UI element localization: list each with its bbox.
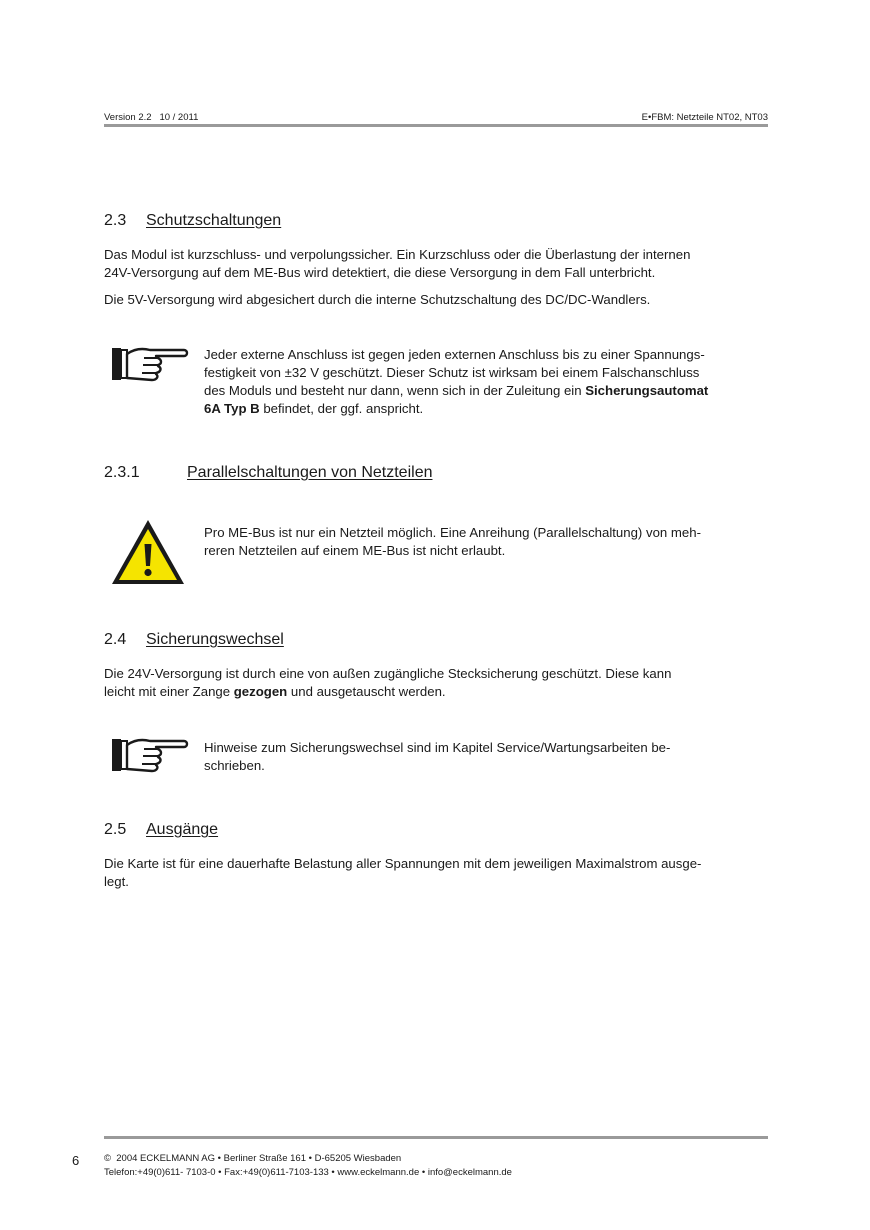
footer-rule <box>104 1136 768 1139</box>
text-line: 24V-Versorgung auf dem ME-Bus wird detektiert, die diese Versorgung in dem Fall unterbricht. <box>104 265 656 280</box>
section-title: Schutzschaltungen <box>146 212 282 229</box>
section-title: Sicherungswechsel <box>146 631 284 648</box>
text-line: Jeder externe Anschluss ist gegen jeden externen Anschluss bis zu einer Spannungs- <box>204 347 705 362</box>
note-block <box>204 346 768 418</box>
bold-text: 6A Typ B <box>204 401 260 416</box>
section-heading-2-3-1 <box>104 464 432 482</box>
text-line: Hinweise zum Sicherungswechsel sind im Kapitel Service/Wartungsarbeiten be- <box>204 740 671 755</box>
text-line: legt. <box>104 874 129 889</box>
pointing-hand-icon <box>110 344 190 384</box>
text-line <box>104 683 768 701</box>
text-line <box>204 400 768 418</box>
footer-contact: Telefon:+49(0)611- 7103-0 • Fax:+49(0)611-7103-133 • www.eckelmann.de • info@eckelmann.de <box>104 1167 512 1178</box>
text-run: befindet, der ggf. anspricht. <box>259 401 424 416</box>
page-footer <box>104 1152 512 1180</box>
section-heading-2-5 <box>104 821 218 839</box>
text-line: Die Karte ist für eine dauerhafte Belastung aller Spannungen mit dem jeweiligen Maximalstrom ausge- <box>104 856 702 871</box>
bold-text: Sicherungsautomat <box>585 383 709 398</box>
text-line <box>204 382 768 400</box>
section-title: Parallelschaltungen von Netzteilen <box>187 464 433 481</box>
header-rule <box>104 124 768 127</box>
paragraph <box>104 246 768 282</box>
text-line: Das Modul ist kurzschluss- und verpolungssicher. Ein Kurzschluss oder die Überlastung der internen <box>104 247 691 262</box>
bold-text: gezogen <box>233 684 288 699</box>
header-product: E•FBM: Netzteile NT02, NT03 <box>641 112 768 123</box>
paragraph <box>104 855 768 891</box>
paragraph <box>104 665 768 701</box>
pointing-hand-icon <box>110 735 190 775</box>
text-line: Pro ME-Bus ist nur ein Netzteil möglich. Eine Anreihung (Parallelschaltung) von meh- <box>204 525 701 540</box>
warning-block <box>204 524 768 560</box>
section-heading-2-4 <box>104 631 284 649</box>
footer-address: © 2004 ECKELMANN AG • Berliner Straße 161 • D-65205 Wiesbaden <box>104 1153 402 1164</box>
text-line: reren Netzteilen auf einem ME-Bus ist nicht erlaubt. <box>204 543 506 558</box>
text-run: und ausgetauscht werden. <box>287 684 446 699</box>
paragraph <box>104 291 768 309</box>
text-line: Die 24V-Versorgung ist durch eine von außen zugängliche Stecksicherung geschützt. Diese kann <box>104 666 672 681</box>
header-version: Version 2.2 10 / 2011 <box>104 112 199 123</box>
text-line: Die 5V-Versorgung wird abgesichert durch die interne Schutzschaltung des DC/DC-Wandlers. <box>104 292 651 307</box>
page-number: 6 <box>72 1153 80 1168</box>
text-run: leicht mit einer Zange <box>104 684 234 699</box>
section-heading-2-3 <box>104 212 281 230</box>
section-number: 2.3.1 <box>104 464 140 481</box>
warning-triangle-icon <box>110 518 186 586</box>
section-number: 2.4 <box>104 631 127 648</box>
section-number: 2.5 <box>104 821 127 838</box>
section-title: Ausgänge <box>146 821 219 838</box>
note-block <box>204 739 768 775</box>
text-line: schrieben. <box>204 758 265 773</box>
section-number: 2.3 <box>104 212 127 229</box>
text-run: des Moduls und besteht nur dann, wenn sich in der Zuleitung ein <box>204 383 586 398</box>
text-line: festigkeit von ±32 V geschützt. Dieser Schutz ist wirksam bei einem Falschanschluss <box>204 365 700 380</box>
